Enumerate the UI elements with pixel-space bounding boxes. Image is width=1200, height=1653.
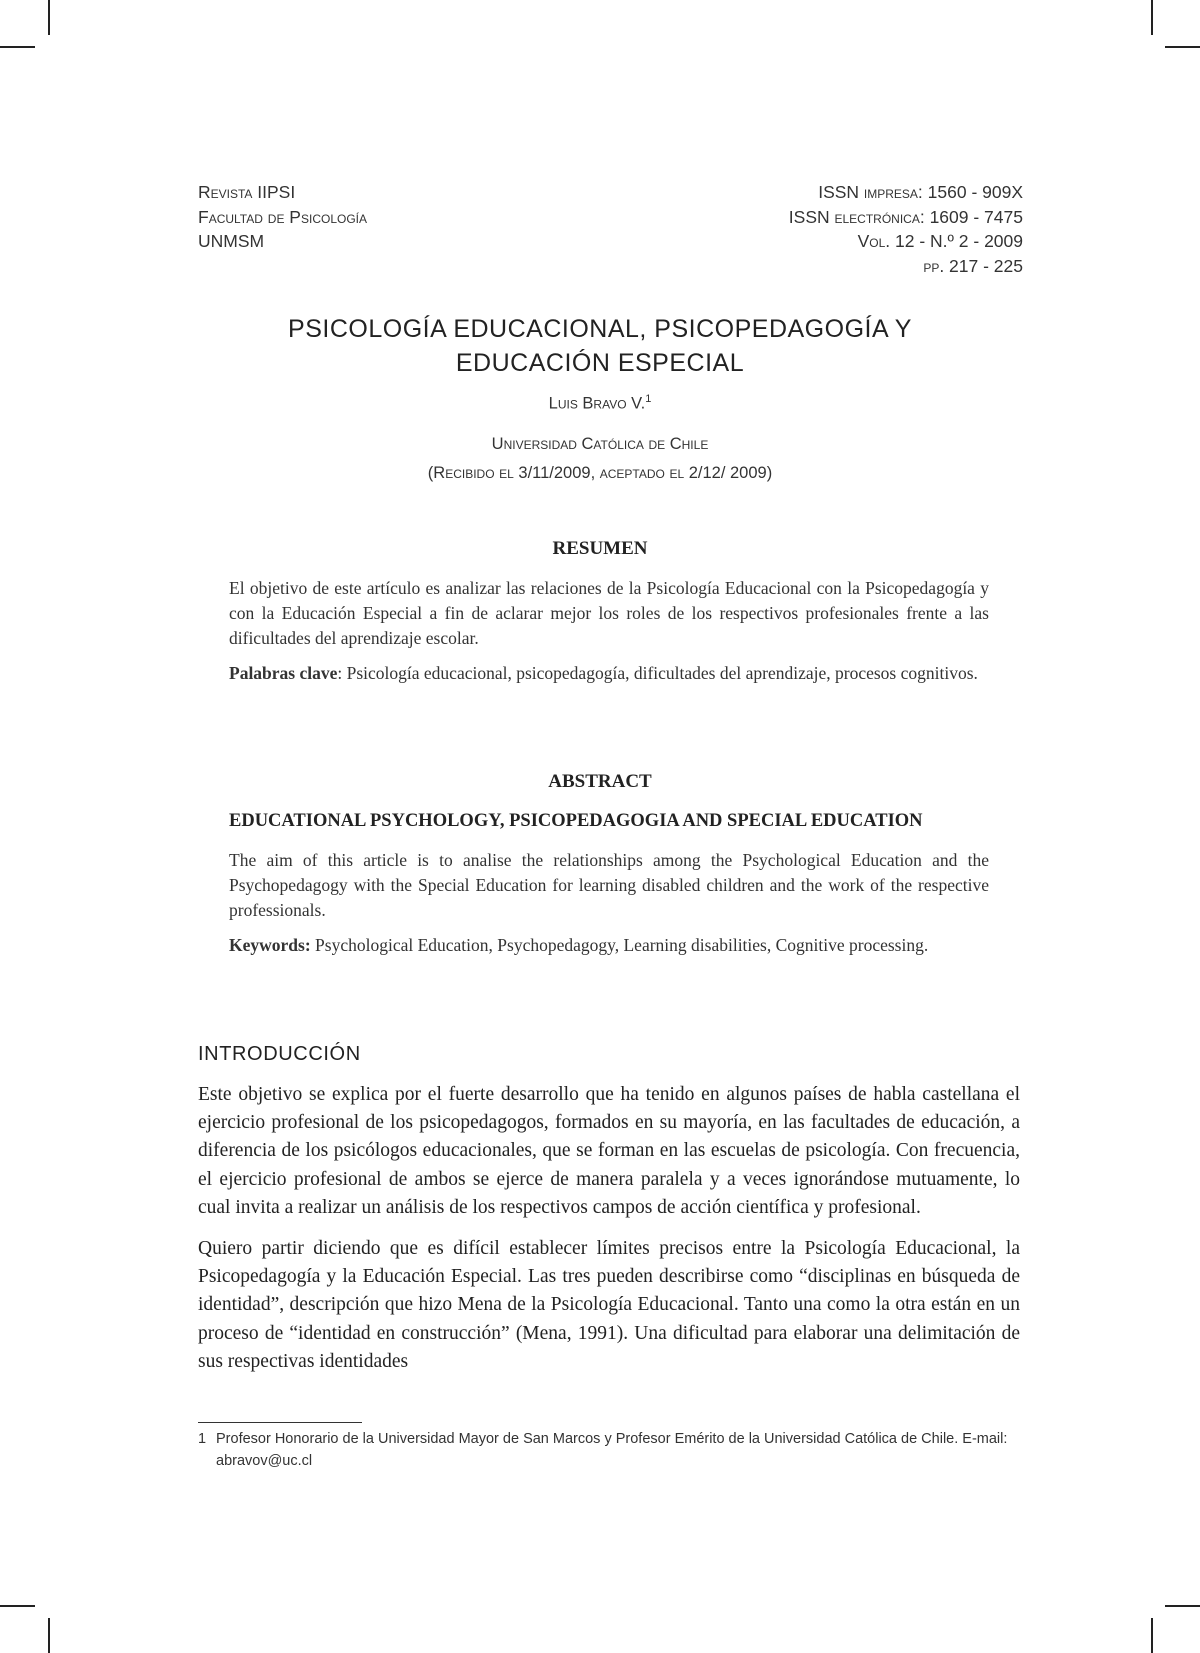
article-title-line-1: PSICOLOGÍA EDUCACIONAL, PSICOPEDAGOGÍA Y (288, 315, 912, 343)
issn-print: ISSN impresa: 1560 - 909X (818, 182, 1023, 202)
resumen-text: El objetivo de este artículo es analizar las relaciones de la Psicología Educacional con la Psicopedagogía y con la Educación Especial a fin de aclarar mejor los roles de los respectivos profesionales frente a las dificultades del aprendizaje escolar. (229, 578, 989, 648)
journal-name: Revista IIPSI (198, 182, 296, 202)
article-title-line-2: EDUCACIÓN ESPECIAL (455, 349, 745, 377)
footnote-rule (198, 1422, 362, 1423)
resumen-heading: RESUMEN (552, 538, 648, 559)
keywords-label-en: Keywords: (229, 935, 311, 955)
crop-mark (1165, 1605, 1200, 1607)
volume-number: Vol. 12 - N.º 2 - 2009 (857, 231, 1023, 251)
affiliation: Universidad Católica de Chile (491, 435, 709, 453)
faculty-name: Facultad de Psicología (198, 206, 368, 227)
crop-mark (48, 0, 50, 35)
crop-mark (0, 46, 35, 48)
abstract-text: The aim of this article is to analise the relationships among the Psychological Education and the Psychopedagogy with the Special Education for learning disabled children and the work of the respective professionals. (229, 850, 989, 920)
keywords-text: : Psicología educacional, psicopedagogía, dificultades del aprendizaje, procesos cognitivos. (337, 663, 978, 683)
footnote-number: 1 (198, 1431, 207, 1447)
university-name: UNMSM (198, 231, 265, 251)
resumen-keywords (229, 661, 989, 686)
article-title (0, 312, 1200, 380)
body-text (198, 1081, 1020, 1376)
page-range: pp. 217 - 225 (923, 255, 1023, 276)
author (0, 393, 1200, 414)
paragraph: Quiero partir diciendo que es difícil establecer límites precisos entre la Psicología Educacional, la Psicopedagogía y la Educación Especial. Las tres pueden describirse como “disciplinas en búsqueda de identidad”, descripción que hizo Mena de la Psicología Educacional. Tanto una como la otra están en un proceso de “identidad en construcción” (Mena, 1991). Una dificultad para elaborar una delimitación de sus respectivas identidades (198, 1238, 1020, 1372)
keywords-label: Palabras clave (229, 663, 338, 683)
abstract-block (229, 848, 989, 958)
journal-header-left (198, 180, 367, 254)
crop-mark (1165, 46, 1200, 48)
abstract-subtitle: EDUCATIONAL PSYCHOLOGY, PSICOPEDAGOGIA AND SPECIAL EDUCATION (229, 811, 923, 831)
resumen-block (229, 576, 989, 686)
section-heading: INTRODUCCIÓN (198, 1043, 361, 1065)
footnote (198, 1428, 1020, 1472)
crop-mark (48, 1618, 50, 1653)
journal-header-right (789, 180, 1023, 278)
issn-electronic: ISSN electrónica: 1609 - 7475 (788, 206, 1023, 227)
paragraph: Este objetivo se explica por el fuerte desarrollo que ha tenido en algunos países de habla castellana el ejercicio profesional de los psicopedagogos, formados en su mayoría, en las facultades de educación, a diferencia de los psicólogos educacionales, que se forman en las escuelas de psicología. Con frecuencia, el ejercicio profesional de ambos se ejerce de manera paralela y a veces ignorándose mutuamente, lo cual invita a realizar un análisis de los respectivos campos de acción científica y profesional. (198, 1084, 1020, 1218)
crop-mark (0, 1605, 35, 1607)
received-accepted-dates: (Recibido el 3/11/2009, aceptado el 2/12/ 2009) (427, 464, 773, 482)
crop-mark (1151, 0, 1153, 35)
author-footnote-marker: 1 (645, 393, 652, 405)
crop-mark (1151, 1618, 1153, 1653)
abstract-keywords (229, 933, 989, 958)
abstract-heading: ABSTRACT (548, 771, 652, 792)
footnote-text: Profesor Honorario de la Universidad Mayor de San Marcos y Profesor Emérito de la Universidad Católica de Chile. E-mail: abravov@uc.cl (216, 1431, 1008, 1469)
keywords-text-en: Psychological Education, Psychopedagogy, Learning disabilities, Cognitive processing. (310, 935, 929, 955)
author-name: Luis Bravo V. (548, 394, 646, 413)
